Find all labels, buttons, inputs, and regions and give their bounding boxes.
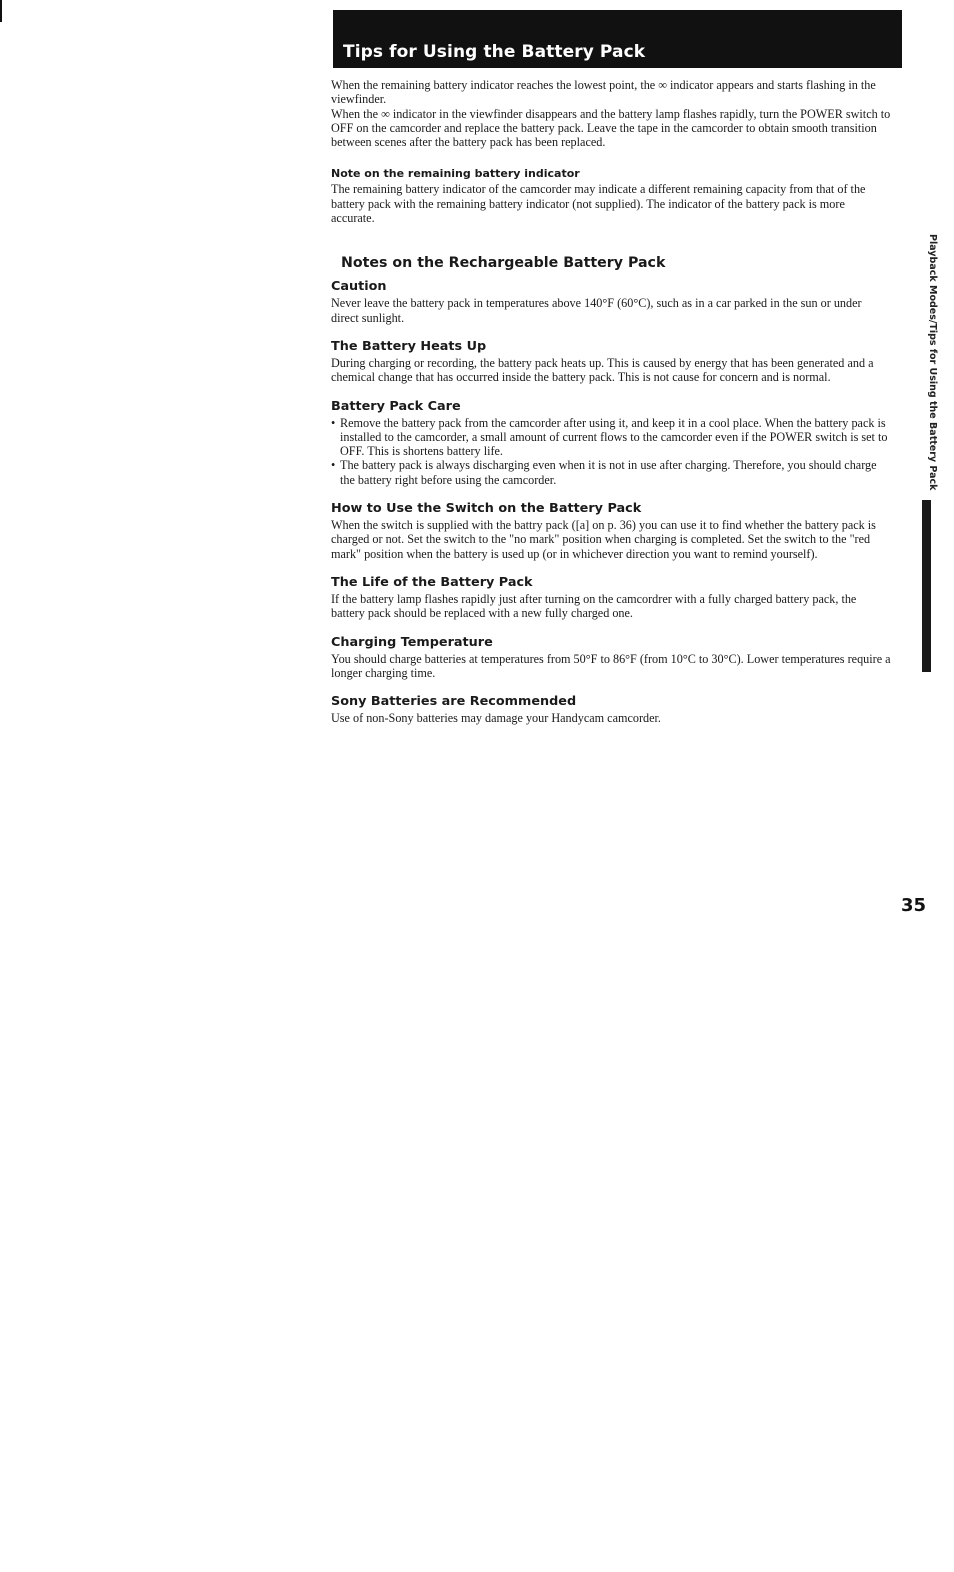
notes-section-heading: Notes on the Rechargeable Battery Pack xyxy=(341,255,666,272)
switch-text: When the switch is supplied with the battry pack ([a] on p. 36) you can use it to find whether the battery pack is charged or not. Set the switch to the "no mark" position when charging is completed. Set the switch to the "red mark" position when the battery is used up (or in whichever direction you want to remind yourself). xyxy=(331,518,876,561)
temperature-heading: Charging Temperature xyxy=(331,634,493,650)
care-heading: Battery Pack Care xyxy=(331,398,461,414)
care-list xyxy=(331,416,891,487)
section-title-bar xyxy=(333,10,902,68)
switch-heading: How to Use the Switch on the Battery Pack xyxy=(331,501,642,517)
side-tab-marker xyxy=(922,500,931,672)
heats-up-heading: The Battery Heats Up xyxy=(331,338,487,354)
life-heading: The Life of the Battery Pack xyxy=(331,574,533,590)
heats-up-text: During charging or recording, the battery pack heats up. This is caused by energy that has been generated and a chemical change that has occurred inside the battery pack. This is not cause for concern and is normal. xyxy=(331,355,874,385)
note-heading: Note on the remaining battery indicator xyxy=(331,167,580,181)
temperature-text: You should charge batteries at temperatures from 50°F to 86°F (from 10°C to 30°C). Lower temperatures require a longer charging time. xyxy=(331,651,891,680)
intro-paragraph-2: When the ∞ indicator in the viewfinder disappears and the battery lamp flashes rapidly, turn the POWER switch to OFF on the camcorder and replace the battery pack. Leave the tape in the camcorder to obtain smooth transition between scenes after the battery pack has been replaced. xyxy=(331,106,891,150)
care-list-item: • The battery pack is always discharging even when it is not in use after charging. Therefore, you should charge the battery right before using the camcorder. xyxy=(331,458,891,487)
life-text: If the battery lamp flashes rapidly just after turning on the camcordrer with a fully charged battery pack, the battery pack should be replaced with a new fully charged one. xyxy=(331,591,857,621)
care-list-item: • Remove the battery pack from the camcorder after using it, and keep it in a cool place. When the battery pack is installed to the camcorder, a small amount of current flows to the camcorder even if the POWER switch is set to OFF. This is shortens battery life. xyxy=(331,416,891,459)
caution-heading: Caution xyxy=(331,279,387,295)
intro-paragraph-1: When the remaining battery indicator reaches the lowest point, the ∞ indicator appears and starts flashing in the viewfinder. xyxy=(331,78,876,107)
sony-text: Use of non-Sony batteries may damage your Handycam camcorder. xyxy=(331,711,661,726)
caution-text: Never leave the battery pack in temperatures above 140°F (60°C), such as in a car parked in the sun or under direct sunlight. xyxy=(331,296,862,325)
note-text: The remaining battery indicator of the camcorder may indicate a different remaining capacity from that of the battery pack with the remaining battery indicator (not supplied). The indicator of the battery pack is more accurate. xyxy=(331,182,866,226)
side-tab xyxy=(922,234,940,494)
page-title: Tips for Using the Battery Pack xyxy=(343,42,646,62)
page-number: 35 xyxy=(901,895,927,916)
sony-heading: Sony Batteries are Recommended xyxy=(331,694,577,710)
main-content xyxy=(331,78,891,725)
left-edge-rule xyxy=(0,0,2,22)
side-tab-label: Playback Modes/Tips for Using the Battery Pack xyxy=(927,234,938,491)
